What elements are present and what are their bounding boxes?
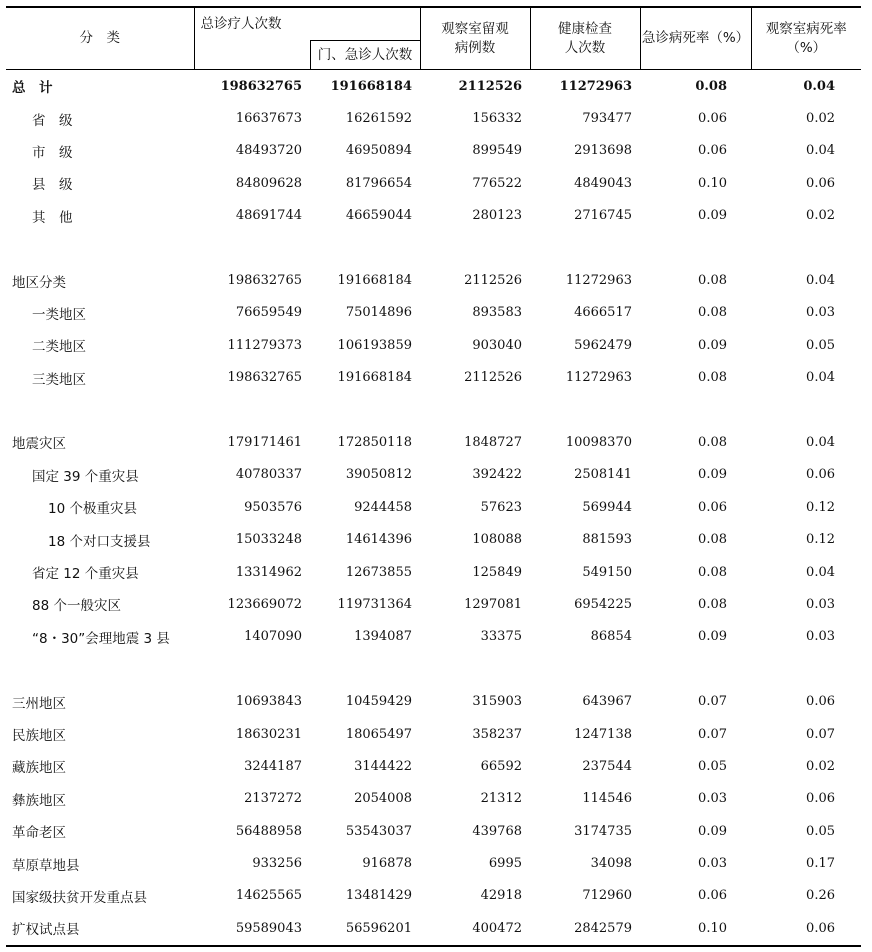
cell-em-rate: 0.03: [698, 856, 727, 872]
cell-observation: 400472: [420, 912, 530, 945]
table-row: [6, 102, 861, 134]
header-observation-cases-text: 观察室留观病例数: [441, 20, 509, 56]
cell-em-rate: 0.10: [640, 912, 751, 945]
cell-obs-rate: 0.12: [806, 499, 835, 515]
row-label: 藏族地区: [12, 760, 66, 777]
table-body: [6, 70, 861, 946]
table-row: [6, 621, 861, 653]
cell-outpatient: 81796654: [345, 175, 412, 191]
cell-outpatient: 53543037: [345, 823, 412, 839]
cell-health: 712960: [582, 888, 632, 904]
cell-observation: 66592: [480, 758, 522, 774]
cell-observation: 2112526: [464, 370, 522, 386]
cell-obs-rate: 0.02: [806, 208, 835, 224]
cell-obs-rate: 0.17: [806, 856, 835, 872]
header-observation-mortality-text: 观察室病死率（%）: [765, 20, 847, 56]
row-label: 地震灾区: [12, 436, 66, 453]
table-row: [6, 750, 861, 782]
cell-obs-rate: 0.05: [806, 337, 835, 353]
cell-outpatient: 172850118: [337, 434, 412, 450]
cell-outpatient: 12673855: [345, 564, 412, 580]
cell-obs-rate: 0.04: [806, 564, 835, 580]
cell-total: 933256: [252, 856, 302, 872]
cell-observation: 6995: [488, 856, 522, 872]
cell-total: 3244187: [244, 758, 302, 774]
table-row: [6, 491, 861, 523]
cell-obs-rate: 0.04: [806, 143, 835, 159]
cell-obs-rate: 0.12: [806, 532, 835, 548]
cell-total: 56488958: [235, 823, 302, 839]
cell-obs-rate: 0.04: [803, 78, 835, 94]
cell-observation: 156332: [472, 111, 522, 127]
table-row: [6, 459, 861, 491]
spacer-row: [6, 394, 861, 426]
table-row: [6, 912, 861, 945]
row-label: 扩权试点县: [6, 912, 194, 945]
cell-observation: 1848727: [464, 434, 522, 450]
cell-em-rate: 0.08: [698, 532, 727, 548]
table-row: [6, 135, 861, 167]
cell-health: 11272963: [559, 78, 632, 94]
cell-health: 34098: [590, 856, 632, 872]
cell-em-rate: 0.06: [698, 888, 727, 904]
cell-health: 10098370: [565, 434, 632, 450]
cell-total: 111279373: [227, 337, 302, 353]
table-row: [6, 718, 861, 750]
cell-outpatient: 916878: [362, 856, 412, 872]
header-category: 分 类: [79, 30, 120, 46]
table-row: [6, 685, 861, 717]
cell-total: 2137272: [244, 791, 302, 807]
row-label: 县 级: [32, 177, 73, 194]
cell-total: 48691744: [235, 208, 302, 224]
cell-outpatient: 39050812: [345, 467, 412, 483]
table-row: [6, 523, 861, 555]
cell-total: 179171461: [227, 434, 302, 450]
row-label: 88 个一般灾区: [32, 598, 121, 615]
table-row: [6, 426, 861, 458]
cell-outpatient: 75014896: [345, 305, 412, 321]
header-emergency-mortality: 急诊病死率（%）: [640, 7, 751, 70]
cell-obs-rate: 0.26: [806, 888, 835, 904]
cell-observation: 2112526: [458, 78, 522, 94]
cell-outpatient: 13481429: [345, 888, 412, 904]
cell-em-rate: 0.08: [698, 305, 727, 321]
row-label: 市 级: [32, 144, 73, 161]
cell-em-rate: 0.08: [698, 564, 727, 580]
cell-em-rate: 0.07: [698, 726, 727, 742]
cell-total: 16637673: [235, 111, 302, 127]
cell-observation: 125849: [472, 564, 522, 580]
cell-obs-rate: 0.06: [806, 791, 835, 807]
cell-em-rate: 0.09: [698, 629, 727, 645]
cell-total: 18630231: [235, 726, 302, 742]
row-label: 国定 39 个重灾县: [32, 468, 139, 485]
cell-total: 84809628: [235, 175, 302, 191]
cell-total: 40780337: [235, 467, 302, 483]
cell-observation: 57623: [480, 499, 522, 515]
cell-obs-rate: 0.06: [806, 467, 835, 483]
row-label: 彝族地区: [12, 792, 66, 809]
statistics-table: [6, 6, 861, 947]
cell-total: 10693843: [235, 694, 302, 710]
table-row: [6, 556, 861, 588]
table-row: [6, 329, 861, 361]
cell-observation: 108088: [472, 532, 522, 548]
cell-obs-rate: 0.03: [806, 629, 835, 645]
table-header: [6, 7, 861, 70]
cell-em-rate: 0.09: [698, 467, 727, 483]
header-health-check: [530, 7, 640, 70]
cell-outpatient: 3144422: [354, 758, 412, 774]
cell-health: 881593: [582, 532, 632, 548]
table-row: [6, 362, 861, 394]
cell-health: 6954225: [574, 596, 632, 612]
cell-total: 9503576: [244, 499, 302, 515]
cell-em-rate: 0.03: [698, 791, 727, 807]
cell-outpatient: 106193859: [337, 337, 412, 353]
cell-observation: 2112526: [464, 273, 522, 289]
cell-outpatient: 191668184: [337, 370, 412, 386]
table-row: [6, 783, 861, 815]
spacer-row: [6, 232, 861, 264]
row-label: 草原草地县: [12, 857, 80, 874]
cell-total: 14625565: [235, 888, 302, 904]
cell-observation: 358237: [472, 726, 522, 742]
cell-health: 793477: [582, 111, 632, 127]
cell-health: 3174735: [574, 823, 632, 839]
cell-observation: 776522: [472, 175, 522, 191]
cell-health: 2913698: [574, 143, 632, 159]
cell-total: 198632765: [227, 273, 302, 289]
row-label: 其 他: [32, 209, 73, 226]
cell-outpatient: 10459429: [345, 694, 412, 710]
spacer-row: [6, 653, 861, 685]
cell-observation: 893583: [472, 305, 522, 321]
cell-em-rate: 0.05: [698, 758, 727, 774]
cell-total: 198632765: [227, 370, 302, 386]
header-total-visits: 总诊疗人次数: [194, 7, 420, 41]
cell-observation: 315903: [472, 694, 522, 710]
cell-observation: 42918: [480, 888, 522, 904]
cell-observation: 903040: [472, 337, 522, 353]
cell-em-rate: 0.08: [698, 370, 727, 386]
row-label: 省定 12 个重灾县: [32, 566, 139, 583]
cell-observation: 899549: [472, 143, 522, 159]
cell-outpatient: 1394087: [354, 629, 412, 645]
cell-total: 13314962: [235, 564, 302, 580]
cell-health: 5962479: [574, 337, 632, 353]
table-row: [6, 588, 861, 620]
row-label: 总 计: [12, 80, 53, 97]
cell-total: 48493720: [235, 143, 302, 159]
cell-obs-rate: 0.06: [751, 912, 861, 945]
cell-total: 59589043: [194, 912, 310, 945]
table-row: [6, 297, 861, 329]
row-label: “8・30”会理地震 3 县: [32, 630, 170, 647]
cell-obs-rate: 0.03: [806, 596, 835, 612]
cell-observation: 280123: [472, 208, 522, 224]
cell-obs-rate: 0.02: [806, 111, 835, 127]
cell-em-rate: 0.06: [698, 143, 727, 159]
header-observation-cases: [420, 7, 530, 70]
cell-observation: 21312: [480, 791, 522, 807]
cell-health: 4849043: [574, 175, 632, 191]
cell-em-rate: 0.09: [698, 337, 727, 353]
cell-em-rate: 0.09: [698, 208, 727, 224]
cell-health: 2842579: [530, 912, 640, 945]
cell-em-rate: 0.08: [698, 273, 727, 289]
cell-obs-rate: 0.07: [806, 726, 835, 742]
cell-outpatient: 56596201: [310, 912, 420, 945]
table-row: [6, 880, 861, 912]
cell-observation: 1297081: [464, 596, 522, 612]
cell-obs-rate: 0.04: [806, 434, 835, 450]
cell-health: 4666517: [574, 305, 632, 321]
cell-em-rate: 0.08: [698, 596, 727, 612]
cell-outpatient: 16261592: [345, 111, 412, 127]
cell-health: 643967: [582, 694, 632, 710]
cell-observation: 33375: [480, 629, 522, 645]
cell-health: 114546: [582, 791, 632, 807]
cell-outpatient: 46950894: [345, 143, 412, 159]
header-total-spacer: [194, 41, 310, 70]
cell-health: 86854: [590, 629, 632, 645]
cell-health: 569944: [582, 499, 632, 515]
cell-outpatient: 191668184: [337, 273, 412, 289]
header-outpatient-emergency: 门、急诊人次数: [310, 41, 420, 70]
cell-obs-rate: 0.06: [806, 175, 835, 191]
cell-obs-rate: 0.04: [806, 370, 835, 386]
cell-obs-rate: 0.03: [806, 305, 835, 321]
cell-obs-rate: 0.02: [806, 758, 835, 774]
cell-health: 11272963: [565, 370, 632, 386]
cell-health: 2716745: [574, 208, 632, 224]
table-row: [6, 815, 861, 847]
row-label: 一类地区: [32, 306, 86, 323]
row-label: 三州地区: [12, 695, 66, 712]
cell-total: 123669072: [227, 596, 302, 612]
cell-em-rate: 0.08: [695, 78, 727, 94]
cell-em-rate: 0.10: [698, 175, 727, 191]
row-label: 三类地区: [32, 371, 86, 388]
row-label: 地区分类: [12, 274, 66, 291]
row-label: 二类地区: [32, 339, 86, 356]
cell-obs-rate: 0.04: [806, 273, 835, 289]
row-label: 10 个极重灾县: [48, 501, 137, 518]
cell-outpatient: 2054008: [354, 791, 412, 807]
cell-observation: 392422: [472, 467, 522, 483]
cell-observation: 439768: [472, 823, 522, 839]
cell-total: 1407090: [244, 629, 302, 645]
cell-health: 549150: [582, 564, 632, 580]
cell-health: 237544: [582, 758, 632, 774]
cell-em-rate: 0.08: [698, 434, 727, 450]
table-row-grand-total: [6, 70, 861, 103]
cell-em-rate: 0.09: [698, 823, 727, 839]
cell-obs-rate: 0.05: [806, 823, 835, 839]
cell-outpatient: 14614396: [345, 532, 412, 548]
row-label: 省 级: [32, 112, 73, 129]
cell-health: 1247138: [574, 726, 632, 742]
cell-health: 11272963: [565, 273, 632, 289]
cell-outpatient: 18065497: [345, 726, 412, 742]
cell-outpatient: 119731364: [337, 596, 412, 612]
cell-outpatient: 46659044: [345, 208, 412, 224]
cell-outpatient: 9244458: [354, 499, 412, 515]
cell-em-rate: 0.06: [698, 499, 727, 515]
cell-total: 76659549: [235, 305, 302, 321]
table-row: [6, 264, 861, 296]
cell-outpatient: 191668184: [330, 78, 412, 94]
cell-em-rate: 0.06: [698, 111, 727, 127]
cell-health: 2508141: [574, 467, 632, 483]
header-observation-mortality: [751, 7, 861, 70]
cell-total: 198632765: [220, 78, 302, 94]
cell-total: 15033248: [235, 532, 302, 548]
row-label: 18 个对口支援县: [48, 533, 151, 550]
table-row: [6, 200, 861, 232]
cell-obs-rate: 0.06: [806, 694, 835, 710]
table-row: [6, 167, 861, 199]
table-row: [6, 847, 861, 879]
row-label: 国家级扶贫开发重点县: [12, 889, 147, 906]
header-health-check-text: 健康检查人次数: [558, 20, 612, 56]
cell-em-rate: 0.07: [698, 694, 727, 710]
row-label: 革命老区: [12, 825, 66, 842]
row-label: 民族地区: [12, 728, 66, 744]
